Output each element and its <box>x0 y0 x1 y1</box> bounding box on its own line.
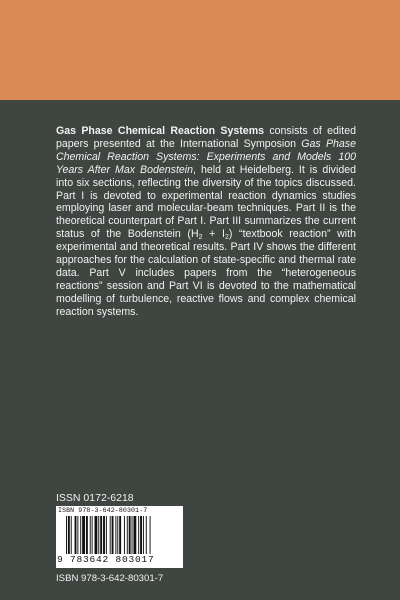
symposium-title: Gas Phase Chemical Reaction Systems: Experiments and Models 100 Years After Max Bodenstein <box>56 137 356 176</box>
barcode-bars <box>66 516 178 556</box>
blurb-plus-i: + I <box>202 228 225 241</box>
issn-label: ISSN 0172-6218 <box>56 492 134 504</box>
barcode-digits: 9 783642 803017 <box>57 554 155 565</box>
i2-subscript: 2 <box>224 234 229 242</box>
blurb-text-1: consists of edited papers presented at the International Symposion <box>56 125 356 150</box>
cover-blurb <box>56 125 356 319</box>
isbn-label: ISBN 978-3-642-80301-7 <box>56 573 164 584</box>
book-title: Gas Phase Chemical Reaction Systems <box>56 125 265 137</box>
isbn-barcode <box>56 506 183 568</box>
barcode-isbn-text: ISBN 978-3-642-80301-7 <box>58 507 148 514</box>
cover-top-color-band <box>0 0 400 100</box>
blurb-text-3: ) “textbook reaction” with experimental and theoretical results. Part IV shows the different approaches for the calculation of state-specific and thermal rate data. Part V includes papers from the “heterogeneous reactions” session and Part VI is devoted to the mathematical modelling of turbulence, reactive flows and complex chemical reaction systems. <box>56 228 356 318</box>
h2-subscript: 2 <box>198 234 203 242</box>
blurb-text-2: , held at Heidelberg. It is divided into six sections, reflecting the diversity of the topics discussed. Part I is devoted to experimental reaction dynamics studies employing laser and molecular-beam techniques. Part II is the theoretical counterpart of Part I. Part III summarizes the current status of the Bodenstein (H <box>56 163 356 241</box>
